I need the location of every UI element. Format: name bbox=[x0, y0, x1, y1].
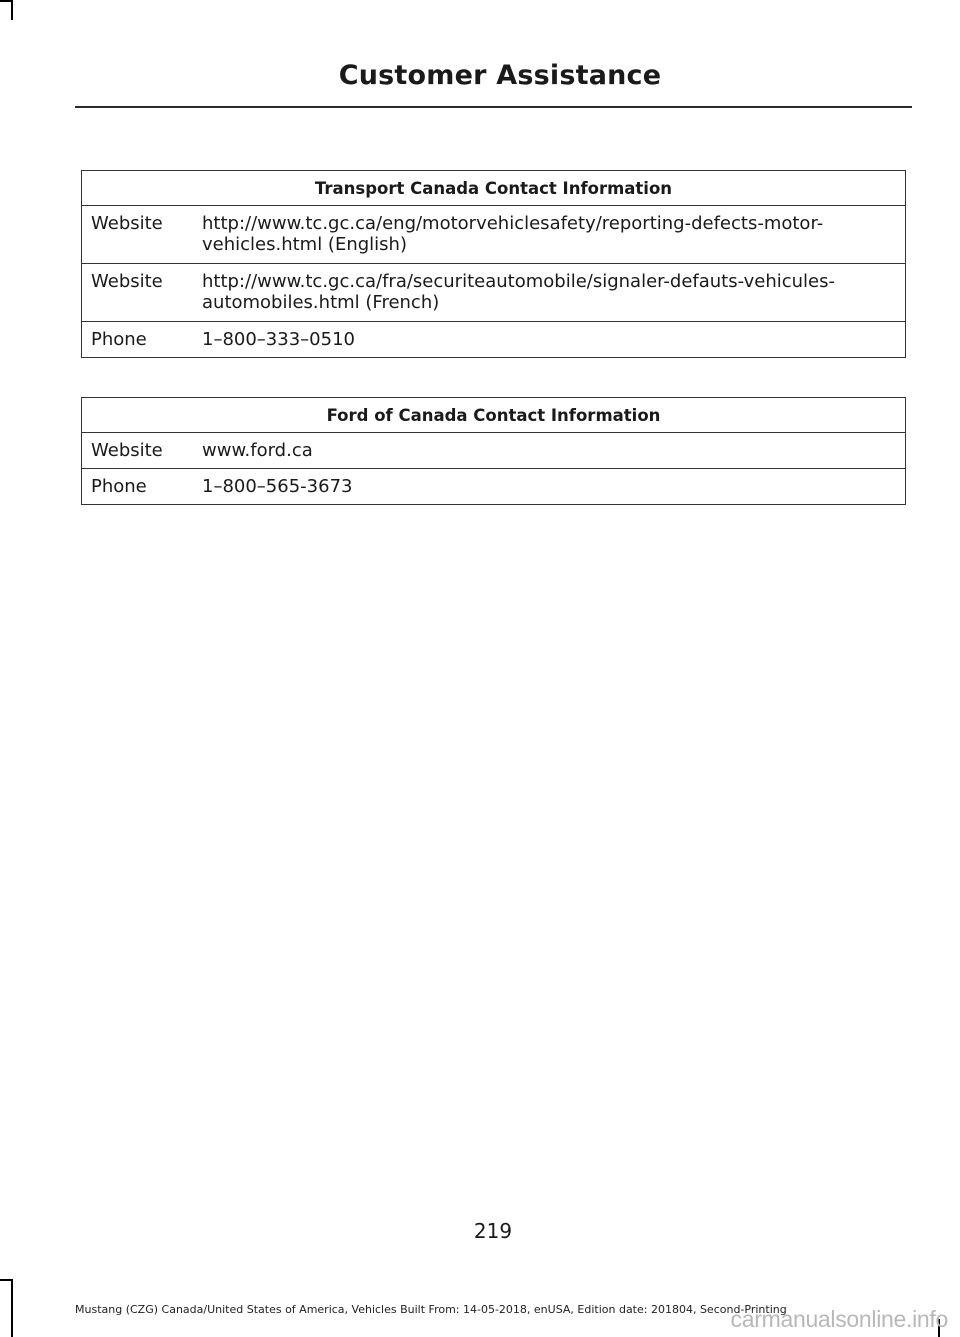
crop-mark-top-left-vertical bbox=[11, 0, 13, 20]
table-title: Ford of Canada Contact Information bbox=[82, 398, 906, 433]
footer-text: Mustang (CZG) Canada/United States of America, Vehicles Built From: 14-05-2018, enUSA, Edition date: 201804, Second-Printing bbox=[75, 1303, 787, 1316]
crop-mark-bottom-left-vertical bbox=[11, 1279, 13, 1337]
ford-canada-contact-table bbox=[81, 397, 906, 505]
table-row bbox=[82, 322, 906, 358]
watermark: carmanualsonline.info bbox=[730, 1306, 948, 1332]
row-value: 1–800–565-3673 bbox=[193, 469, 906, 505]
table-title: Transport Canada Contact Information bbox=[82, 171, 906, 206]
row-value-link[interactable]: http://www.tc.gc.ca/eng/motorvehiclesafety/reporting-defects-motor-vehicles.html (English) bbox=[193, 206, 906, 264]
row-label: Website bbox=[82, 206, 194, 264]
row-value-link[interactable]: www.ford.ca bbox=[193, 433, 906, 469]
table-header-row bbox=[82, 171, 906, 206]
table-header-row bbox=[82, 398, 906, 433]
transport-canada-contact-table bbox=[81, 170, 906, 358]
row-label: Phone bbox=[82, 469, 194, 505]
table-row bbox=[82, 469, 906, 505]
row-value-link[interactable]: http://www.tc.gc.ca/fra/securiteautomobile/signaler-defauts-vehicules-automobiles.html (French) bbox=[193, 264, 906, 322]
table-row bbox=[82, 433, 906, 469]
row-label: Website bbox=[82, 264, 194, 322]
row-label: Website bbox=[82, 433, 194, 469]
page-title: Customer Assistance bbox=[338, 60, 662, 91]
page-number: 219 bbox=[473, 1219, 513, 1243]
row-label: Phone bbox=[82, 322, 194, 358]
row-value: 1–800–333–0510 bbox=[193, 322, 906, 358]
table-row bbox=[82, 264, 906, 322]
header-rule bbox=[75, 106, 912, 108]
table-row bbox=[82, 206, 906, 264]
